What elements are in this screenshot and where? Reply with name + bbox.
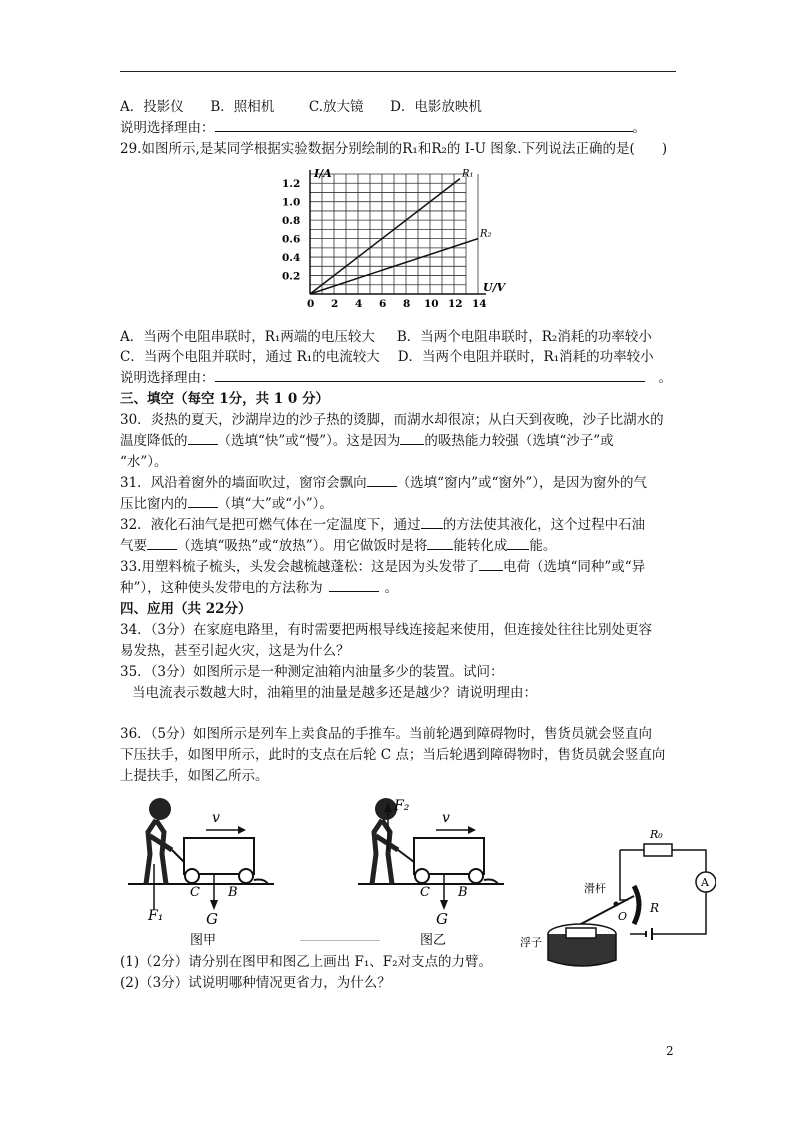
series-line-1 [310, 179, 460, 294]
q28-options [120, 97, 482, 117]
velocity-label: v [212, 810, 220, 826]
cart-figure-a [126, 792, 276, 950]
q29-options-ab [120, 327, 652, 347]
q32-line1: 32．液化石油气是把可燃气体在一定温度下，通过 的方法使其液化，这个过程中石油 [120, 517, 646, 533]
svg-text:浮子: 浮子 [520, 936, 542, 949]
q30-line2: 温度降低的 （选填“快”或“慢”）。这是因为 的吸热能力较强（选填“沙子”或 [120, 433, 614, 449]
x-tick-label: 6 [379, 298, 387, 310]
q31-line2: 压比窗内的 （填“大”或“小”）。 [120, 496, 333, 512]
y-tick-label: 0.2 [282, 270, 301, 283]
q35-line1: 35．（3分）如图所示是一种测定油箱内油量多少的装置。试问： [120, 664, 504, 680]
q32-blank4[interactable] [507, 537, 529, 550]
q35-line2: 当电流表示数越大时，油箱里的油量是越多还是越少？请说明理由： [132, 685, 537, 701]
q29-option-d: D．当两个电阻并联时，R₁消耗的功率较小 [397, 349, 654, 365]
series-label-1: R₁ [462, 168, 474, 180]
svg-text:C: C [190, 885, 200, 900]
iu-chart [280, 164, 520, 314]
x-tick-label: 0 [307, 298, 315, 310]
q29-reason: 说明选择理由： 。 [120, 370, 672, 386]
section4-heading: 四、应用（共 22分） [120, 601, 252, 617]
y-tick-label: 1.2 [282, 178, 301, 191]
q31-blank1[interactable] [367, 474, 397, 487]
q32-blank2[interactable] [147, 537, 177, 550]
x-tick-label: 14 [472, 298, 487, 310]
svg-text:F₁: F₁ [148, 908, 164, 924]
svg-text:B: B [228, 885, 238, 900]
series-label-2: R₂ [480, 228, 492, 240]
q34-line2: 易发热，甚至引起火灾，这是为什么？ [120, 643, 350, 659]
svg-text:G: G [206, 910, 218, 928]
x-tick-label: 4 [355, 298, 363, 310]
q34-line1: 34．（3分）在家庭电路里，有时需要把两根导线连接起来使用，但连接处往往比别处更容 [120, 622, 653, 638]
q33-blank2[interactable] [329, 579, 379, 592]
q30-line1: 30．炎热的夏天，沙湖岸边的沙子热的烫脚，而湖水却很凉；从白天到夜晚，沙子比湖水的 [120, 412, 664, 428]
q36-sub1: (1)（2分）请分别在图甲和图乙上画出 F₁、F₂对支点的力臂。 [120, 954, 493, 970]
q28-option-d: D．电影放映机 [390, 99, 482, 115]
chart-ticks [282, 178, 487, 310]
svg-text:滑杆: 滑杆 [584, 882, 606, 895]
caption-divider [300, 940, 380, 941]
y-tick-label: 0.6 [282, 233, 301, 246]
q29-options-cd [120, 347, 654, 367]
q36-line1: 36．（5分）如图所示是列车上卖食品的手推车。当前轮遇到障碍物时，售货员就会竖直向 [120, 726, 653, 742]
svg-text:v: v [442, 810, 450, 826]
q33-line2: 种”），这种使头发带电的方法称为 。 [120, 580, 399, 596]
caption-b: 图乙 [420, 933, 447, 948]
x-tick-label: 10 [424, 298, 439, 310]
q36-sub2: (2)（3分）试说明哪种情况更省力，为什么？ [120, 975, 391, 991]
section3-heading: 三、填空（每空 1分，共 1 0 分） [120, 391, 329, 407]
svg-text:C: C [420, 885, 430, 900]
fuel-gauge-figure [516, 824, 716, 974]
header-rule [120, 71, 676, 72]
chart-grid [310, 170, 486, 294]
y-tick-label: 0.4 [282, 252, 301, 265]
x-tick-label: 2 [331, 298, 339, 310]
x-tick-label: 8 [403, 298, 411, 310]
svg-text:R₀: R₀ [650, 828, 663, 841]
q28-reason-blank[interactable] [215, 119, 633, 132]
q36-line3: 上提扶手，如图乙所示。 [120, 768, 269, 784]
q29-option-a: A．当两个电阻串联时，R₁两端的电压较大 [120, 329, 375, 345]
q28-option-a: A．投影仪 [120, 99, 184, 115]
y-tick-label: 0.8 [282, 215, 301, 228]
q32-blank1[interactable] [421, 516, 443, 529]
q30-line3: “水”）。 [120, 454, 168, 470]
x-axis-label: U/V [483, 281, 506, 294]
q28-option-c: C.放大镜 [308, 99, 364, 115]
q30-blank2[interactable] [400, 432, 424, 445]
q31-line1: 31．风沿着窗外的墙面吹过，窗帘会飘向 （选填“窗内”或“窗外”），是因为窗外的气 [120, 475, 648, 491]
caption-a: 图甲 [190, 933, 217, 948]
x-tick-label: 12 [448, 298, 463, 310]
svg-text:G: G [436, 910, 448, 928]
svg-text:O: O [618, 910, 628, 923]
svg-text:R: R [650, 901, 660, 915]
q33-line1: 33.用塑料梳子梳头，头发会越梳越蓬松：这是因为头发带了 电荷（选填“同种”或“异 [120, 559, 646, 575]
q32-blank3[interactable] [427, 537, 453, 550]
q36-line2: 下压扶手，如图甲所示，此时的支点在后轮 C 点；当后轮遇到障碍物时，售货员就会竖直向 [120, 747, 666, 763]
q30-blank1[interactable] [188, 432, 218, 445]
q29-option-c: C．当两个电阻并联时，通过 R₁的电流较大 [120, 349, 380, 365]
page-number: 2 [666, 1044, 674, 1058]
cart-figure-b [356, 792, 506, 950]
q31-blank2[interactable] [188, 495, 218, 508]
svg-text:A: A [701, 876, 709, 889]
q29-option-b: B．当两个电阻串联时，R₂消耗的功率较小 [396, 329, 652, 345]
q33-blank1[interactable] [479, 558, 503, 571]
q29-reason-blank[interactable] [215, 369, 645, 382]
svg-text:F₂: F₂ [394, 798, 410, 814]
y-tick-label: 1.0 [282, 196, 301, 209]
q32-line2: 气要 （选填“吸热”或“放热”）。用它做饭时是将 能转化成 能。 [120, 538, 557, 554]
svg-text:B: B [458, 885, 468, 900]
q28-reason: 说明选择理由： 。 [120, 120, 646, 136]
q28-option-b: B．照相机 [210, 99, 275, 115]
y-axis-label: I/A [314, 167, 332, 180]
q29-stem: 29.如图所示,是某同学根据实验数据分别绘制的R₁和R₂的 I-U 图象.下列说法正确的是( ) [120, 141, 668, 157]
